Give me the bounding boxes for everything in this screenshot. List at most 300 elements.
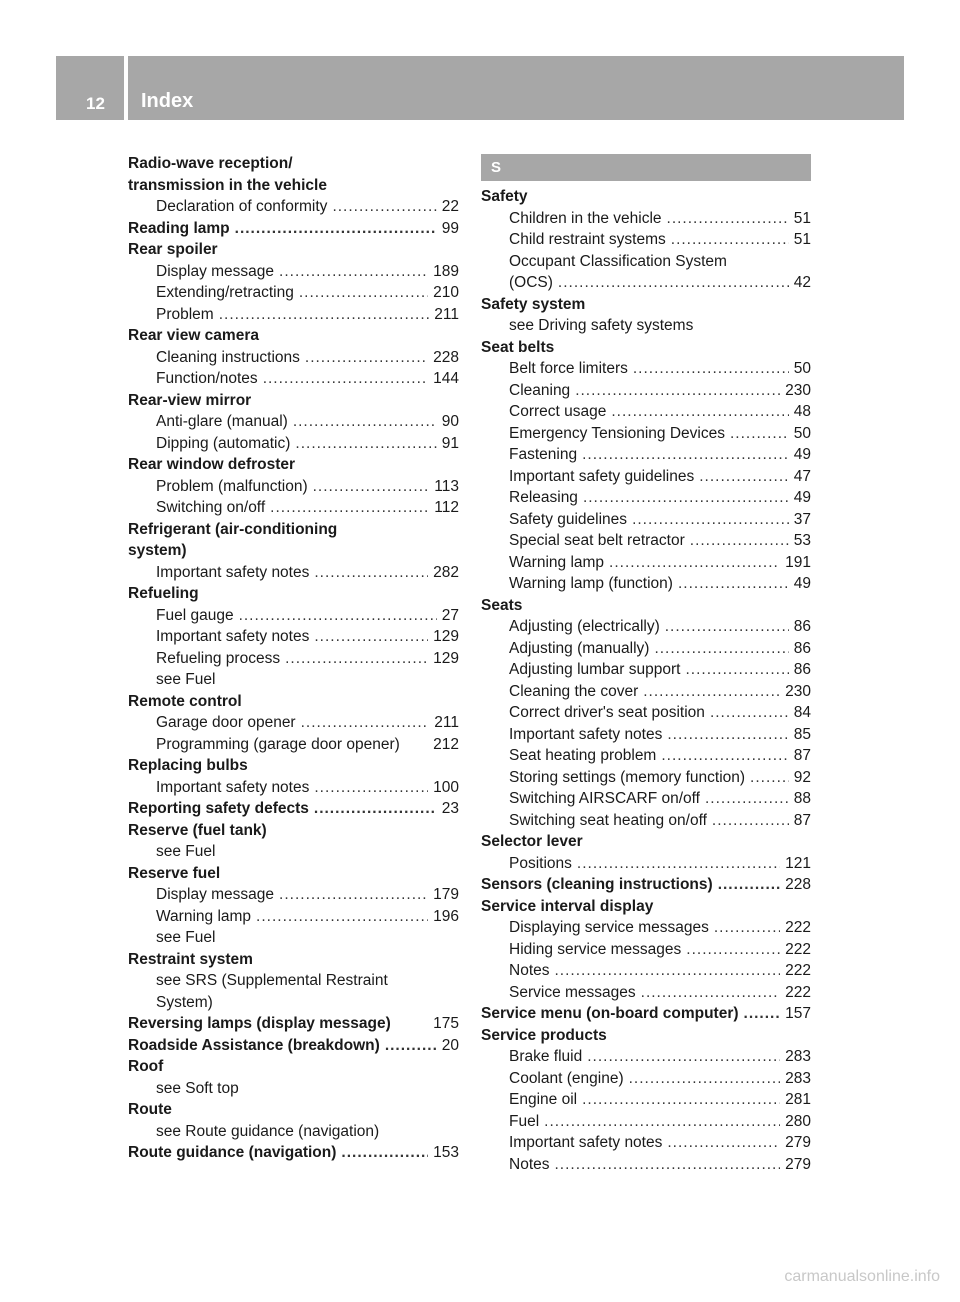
page-reference: 144: [433, 370, 459, 387]
entry-label: Programming (garage door opener): [156, 735, 400, 753]
entry-label: Garage door opener: [156, 714, 296, 731]
entry-label: Warning lamp (function): [509, 575, 673, 592]
index-entry: [128, 390, 459, 412]
page-reference: 87: [793, 811, 811, 829]
index-subentry: [481, 272, 811, 294]
index-entry: [481, 294, 811, 316]
entry-label: Problem: [156, 305, 214, 323]
page-reference: 91: [441, 434, 459, 452]
entry-label: Safety guidelines: [509, 510, 628, 528]
index-subentry: [128, 368, 459, 390]
entry-label: Releasing: [509, 489, 578, 506]
entry-label: Dipping (automatic): [156, 434, 291, 452]
entry-label: Refueling process: [156, 649, 281, 667]
index-subentry: [128, 906, 459, 928]
dot-leader: [299, 282, 428, 304]
entry-label: Correct usage: [509, 403, 607, 420]
dot-leader: [633, 358, 789, 380]
index-entry: [128, 325, 459, 347]
entry-label: see Soft top: [156, 1079, 239, 1097]
index-subentry: [481, 208, 811, 230]
entry-label: Declaration of conformity: [156, 198, 328, 215]
entry-label: Important safety notes: [509, 1134, 663, 1151]
entry-label: Cleaning instructions: [156, 348, 300, 366]
dot-leader: [279, 884, 428, 906]
dot-leader: [685, 659, 788, 681]
index-entry: [128, 454, 459, 476]
page-reference: 20: [441, 1036, 459, 1054]
entry-label: Restraint system: [128, 950, 253, 968]
page-reference: 280: [785, 1112, 811, 1130]
page-reference: 49: [793, 489, 811, 506]
page-reference: 211: [434, 305, 459, 323]
page-reference: 84: [793, 704, 811, 721]
index-subentry: [481, 939, 811, 961]
entry-label: Reserve fuel: [128, 864, 221, 882]
dot-leader: [730, 423, 789, 445]
index-subentry: [481, 960, 811, 982]
dot-leader: [665, 616, 789, 638]
entry-label: Engine oil: [509, 1091, 578, 1108]
dot-leader: [587, 1046, 780, 1068]
entry-label: Rear-view mirror: [128, 391, 252, 409]
page-reference: 211: [434, 714, 459, 731]
index-subentry: [128, 669, 459, 691]
index-subentry: [128, 261, 459, 283]
entry-label: Extending/retracting: [156, 284, 294, 301]
index-entry: [481, 1025, 811, 1047]
index-subentry: [128, 562, 459, 584]
entry-label: Remote control: [128, 692, 242, 710]
dot-leader: [710, 702, 789, 724]
page-reference: 88: [793, 790, 811, 807]
entry-label: Switching AIRSCARF on/off: [509, 790, 700, 807]
entry-label: Seat belts: [481, 338, 555, 356]
page-reference: 281: [785, 1091, 811, 1108]
page-reference: 92: [793, 768, 811, 786]
page-reference: 191: [785, 553, 811, 571]
page-reference: 50: [793, 424, 811, 442]
entry-label: Sensors (cleaning instructions): [481, 876, 713, 893]
index-column-right: [481, 154, 811, 1175]
entry-label: Important safety notes: [509, 725, 663, 743]
index-entry: [128, 755, 459, 777]
index-entry: [128, 798, 459, 820]
page-reference: 210: [433, 284, 459, 301]
page-reference: 42: [793, 274, 811, 291]
index-subentry: [481, 315, 811, 337]
index-entry: [128, 863, 459, 885]
page-reference: 47: [793, 467, 811, 485]
entry-label: Cleaning the cover: [509, 682, 639, 700]
index-subentry: [128, 196, 459, 218]
index-entry: [128, 820, 459, 842]
dot-leader: [332, 196, 436, 218]
index-subentry: [481, 616, 811, 638]
entry-label: Reporting safety defects: [128, 800, 309, 817]
dot-leader: [667, 1132, 780, 1154]
page-reference: 87: [793, 747, 811, 764]
entry-label: Child restraint systems: [509, 231, 666, 248]
page-title: Index: [141, 90, 194, 112]
index-subentry: [481, 659, 811, 681]
index-subentry: [481, 466, 811, 488]
entry-label: Adjusting lumbar support: [509, 661, 681, 678]
entry-label: Roof: [128, 1058, 164, 1075]
index-subentry: [128, 304, 459, 326]
page-reference: 157: [785, 1005, 811, 1022]
dot-leader: [341, 1142, 428, 1164]
dot-leader: [544, 1111, 780, 1133]
dot-leader: [314, 798, 437, 820]
dot-leader: [577, 853, 780, 875]
entry-label: Storing settings (memory function): [509, 768, 746, 786]
entry-label: see Driving safety systems: [509, 317, 694, 334]
dot-leader: [629, 1068, 781, 1090]
watermark: carmanualsonline.info: [784, 1268, 940, 1285]
entry-label: Warning lamp: [156, 907, 252, 925]
index-subentry: [128, 411, 459, 433]
page-reference: 86: [793, 639, 811, 657]
dot-leader: [385, 1035, 437, 1057]
page-reference: 37: [793, 510, 811, 528]
entry-label: (OCS): [509, 274, 553, 291]
dot-leader: [667, 208, 789, 230]
entry-label: Belt force limiters: [509, 360, 628, 377]
index-subentry: [481, 1154, 811, 1176]
entry-label: Brake fluid: [509, 1048, 583, 1065]
dot-leader: [293, 411, 437, 433]
entry-label: Coolant (engine): [509, 1069, 624, 1087]
dot-leader: [295, 433, 436, 455]
index-subentry: [128, 497, 459, 519]
page-reference: 279: [785, 1134, 811, 1151]
dot-leader: [712, 810, 789, 832]
entry-label: system): [128, 542, 187, 559]
entry-label: Emergency Tensioning Devices: [509, 424, 725, 442]
index-subentry: [481, 401, 811, 423]
page-reference: 121: [785, 854, 811, 872]
entry-label: Important safety notes: [156, 778, 310, 796]
page-reference: 222: [785, 940, 811, 958]
entry-label: Rear window defroster: [128, 456, 296, 473]
page-reference: 49: [793, 575, 811, 592]
index-subentry: [128, 1078, 459, 1100]
dot-leader: [305, 347, 428, 369]
index-subentry: [481, 745, 811, 767]
entry-label: Warning lamp: [509, 553, 605, 571]
dot-leader: [690, 530, 789, 552]
index-entry: [128, 1142, 459, 1164]
page-reference: 283: [785, 1048, 811, 1065]
entry-label: Fuel: [509, 1112, 540, 1130]
page-reference: 282: [433, 563, 459, 581]
entry-label: Notes: [509, 1155, 550, 1173]
dot-leader: [583, 487, 789, 509]
index-subentry: [481, 1089, 811, 1111]
entry-label: Hiding service messages: [509, 940, 682, 958]
page-reference: 212: [433, 735, 459, 753]
index-subentry: [128, 605, 459, 627]
page-reference: 153: [433, 1144, 459, 1161]
entry-label: Selector lever: [481, 833, 583, 850]
page-reference: 222: [785, 983, 811, 1001]
entry-label: Special seat belt retractor: [509, 532, 685, 549]
index-entry: [481, 874, 811, 896]
entry-label: Display message: [156, 262, 275, 280]
index-subentry: [481, 509, 811, 531]
index-subentry: [481, 853, 811, 875]
index-entry: [128, 583, 459, 605]
entry-label: Reserve (fuel tank): [128, 821, 267, 839]
index-entry: [481, 186, 811, 208]
index-entry: [481, 1003, 811, 1025]
index-entry: [128, 519, 459, 541]
index-subentry: [128, 884, 459, 906]
entry-label: Children in the vehicle: [509, 209, 662, 227]
entry-label: Route guidance (navigation): [128, 1144, 337, 1161]
index-subentry: [481, 1111, 811, 1133]
index-subentry: [481, 358, 811, 380]
index-entry: [128, 1099, 459, 1121]
entry-label: see Fuel: [156, 843, 216, 860]
page-reference: 86: [793, 661, 811, 678]
entry-label: see Fuel: [156, 929, 216, 946]
page-reference: 85: [793, 725, 811, 743]
index-subentry: [481, 702, 811, 724]
entry-label: Service products: [481, 1026, 607, 1044]
page-reference: 196: [433, 907, 459, 925]
index-subentry: [128, 927, 459, 949]
index-entry: [128, 239, 459, 261]
index-entry: [128, 153, 459, 175]
entry-label: Occupant Classification System: [509, 252, 727, 270]
dot-leader: [705, 788, 789, 810]
page-reference: 189: [433, 262, 459, 280]
page-reference: 230: [785, 682, 811, 700]
entry-label: Switching seat heating on/off: [509, 811, 707, 829]
entry-label: Problem (malfunction): [156, 477, 308, 495]
dot-leader: [279, 261, 428, 283]
page-reference: 222: [785, 919, 811, 936]
entry-label: transmission in the vehicle: [128, 176, 327, 194]
index-subentry: [481, 530, 811, 552]
index-subentry: [481, 1068, 811, 1090]
index-entry: [128, 949, 459, 971]
page-reference: 179: [433, 886, 459, 903]
entry-label: System): [156, 993, 213, 1011]
entry-label: Anti-glare (manual): [156, 413, 288, 430]
page-reference: 86: [793, 618, 811, 635]
dot-leader: [609, 552, 780, 574]
dot-leader: [313, 476, 430, 498]
entry-label: see SRS (Supplemental Restraint: [156, 972, 388, 989]
index-subentry: [128, 347, 459, 369]
dot-leader: [239, 605, 437, 627]
page-reference: 90: [441, 413, 459, 430]
dot-leader: [643, 681, 780, 703]
index-subentry: [481, 251, 811, 273]
index-entry: [128, 1056, 459, 1078]
index-subentry: [481, 229, 811, 251]
dot-leader: [667, 724, 788, 746]
dot-leader: [661, 745, 788, 767]
page-reference: 50: [793, 360, 811, 377]
entry-label: Safety: [481, 188, 528, 205]
page-number: 12: [86, 94, 105, 113]
index-subentry: [481, 810, 811, 832]
entry-label: Adjusting (electrically): [509, 618, 660, 635]
dot-leader: [285, 648, 428, 670]
dot-leader: [219, 304, 430, 326]
dot-leader: [641, 982, 780, 1004]
dot-leader: [558, 272, 789, 294]
entry-label: see Route guidance (navigation): [156, 1122, 380, 1140]
page-reference: 27: [441, 606, 459, 624]
entry-label: Safety system: [481, 295, 586, 313]
entry-label: Service messages: [509, 983, 636, 1001]
index-subentry: [481, 573, 811, 595]
dot-leader: [263, 368, 428, 390]
index-entry: [481, 337, 811, 359]
index-subentry: [128, 1121, 459, 1143]
dot-leader: [256, 906, 428, 928]
index-entry: [128, 1035, 459, 1057]
index-subentry: [128, 777, 459, 799]
dot-leader: [671, 229, 789, 251]
entry-label: Reading lamp: [128, 219, 230, 237]
dot-leader: [654, 638, 788, 660]
dot-leader: [555, 1154, 781, 1176]
dot-leader: [744, 1003, 781, 1025]
entry-label: Important safety notes: [156, 628, 310, 645]
index-entry: [481, 896, 811, 918]
entry-label: Cleaning: [509, 381, 571, 399]
entry-label: Roadside Assistance (breakdown): [128, 1036, 380, 1054]
dot-leader: [314, 562, 428, 584]
entry-label: Refueling: [128, 585, 199, 602]
page-reference: 51: [793, 209, 811, 227]
page-reference: 279: [785, 1155, 811, 1173]
entry-label: Rear spoiler: [128, 241, 218, 258]
page-reference: 129: [433, 649, 459, 667]
dot-leader: [718, 874, 780, 896]
index-subentry: [128, 282, 459, 304]
dot-leader: [301, 712, 430, 734]
index-entry: [128, 1013, 459, 1035]
entry-label: Adjusting (manually): [509, 639, 650, 657]
dot-leader: [582, 1089, 780, 1111]
page-reference: 100: [433, 778, 459, 796]
index-subentry: [481, 724, 811, 746]
index-subentry: [481, 917, 811, 939]
entry-label: Displaying service messages: [509, 919, 709, 936]
page-reference: 222: [785, 962, 811, 979]
page-reference: 113: [434, 477, 459, 495]
dot-leader: [270, 497, 429, 519]
index-subentry: [481, 423, 811, 445]
page-reference: 99: [441, 219, 459, 237]
entry-label: Service interval display: [481, 897, 654, 915]
index-subentry: [481, 487, 811, 509]
header-divider: [124, 56, 128, 120]
index-subentry: [128, 992, 459, 1014]
page-reference: 49: [793, 446, 811, 463]
index-subentry: [481, 788, 811, 810]
entry-label: Fastening: [509, 446, 578, 463]
entry-label: Important safety guidelines: [509, 467, 695, 485]
dot-leader: [555, 960, 781, 982]
entry-label: Rear view camera: [128, 327, 259, 344]
index-subentry: [481, 982, 811, 1004]
index-subentry: [128, 626, 459, 648]
index-subentry: [481, 380, 811, 402]
dot-leader: [714, 917, 780, 939]
index-entry: [128, 175, 459, 197]
index-subentry: [128, 476, 459, 498]
entry-label: Positions: [509, 854, 572, 872]
index-subentry: [128, 841, 459, 863]
dot-leader: [750, 767, 789, 789]
page-reference: 48: [793, 403, 811, 420]
entry-label: Replacing bulbs: [128, 757, 248, 774]
dot-leader: [575, 380, 780, 402]
page-reference: 22: [441, 198, 459, 215]
page-reference: 129: [433, 628, 459, 645]
index-subentry: [128, 712, 459, 734]
index-entry: [128, 691, 459, 713]
entry-label: Correct driver's seat position: [509, 704, 705, 721]
index-subentry: [128, 433, 459, 455]
index-entry: [128, 540, 459, 562]
index-subentry: [481, 1132, 811, 1154]
dot-leader: [678, 573, 789, 595]
index-subentry: [481, 444, 811, 466]
index-subentry: [128, 648, 459, 670]
entry-label: Service menu (on-board computer): [481, 1005, 739, 1022]
entry-label: Fuel gauge: [156, 606, 234, 624]
index-entry: [481, 595, 811, 617]
dot-leader: [235, 218, 437, 240]
index-entry: [128, 218, 459, 240]
index-subentry: [481, 638, 811, 660]
page-reference: 230: [785, 381, 811, 399]
dot-leader: [632, 509, 789, 531]
entry-label: see Fuel: [156, 671, 216, 688]
index-column-left: [128, 153, 459, 1164]
entry-label: Seats: [481, 596, 523, 614]
page-reference: 53: [793, 532, 811, 549]
entry-label: Reversing lamps (display message): [128, 1015, 391, 1032]
index-subentry: [128, 970, 459, 992]
entry-label: Switching on/off: [156, 499, 266, 516]
index-subentry: [481, 681, 811, 703]
dot-leader: [611, 401, 788, 423]
page-reference: 23: [441, 800, 459, 817]
entry-label: Radio-wave reception/: [128, 155, 293, 172]
entry-label: Display message: [156, 886, 275, 903]
dot-leader: [314, 777, 428, 799]
dot-leader: [699, 466, 789, 488]
dot-leader: [686, 939, 780, 961]
section-letter-bar: S: [481, 154, 811, 181]
page-reference: 228: [433, 348, 459, 366]
entry-label: Route: [128, 1101, 172, 1118]
dot-leader: [314, 626, 428, 648]
index-entry: [481, 831, 811, 853]
index-subentry: [481, 1046, 811, 1068]
dot-leader: [582, 444, 789, 466]
